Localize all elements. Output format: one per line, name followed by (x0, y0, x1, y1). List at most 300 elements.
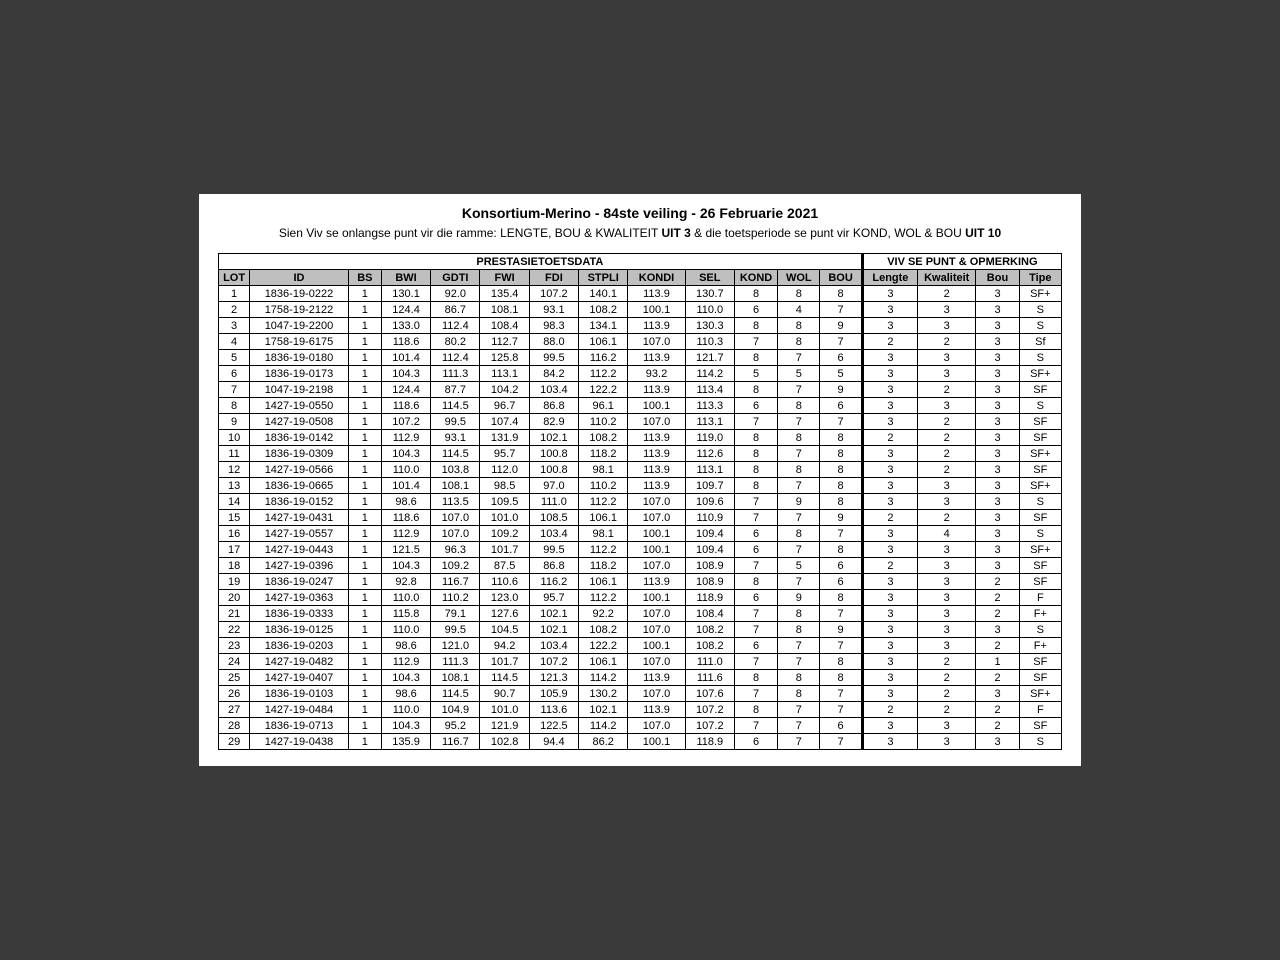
table-cell-kwaliteit: 3 (918, 590, 976, 606)
table-cell-id: 1427-19-0407 (250, 670, 349, 686)
table-cell-id: 1836-19-0309 (250, 446, 349, 462)
table-row (219, 334, 1062, 350)
table-cell-bwi: 104.3 (381, 446, 430, 462)
table-cell-stpli: 96.1 (579, 398, 628, 414)
table-cell-fwi: 107.4 (480, 414, 529, 430)
table-cell-lengte: 2 (862, 510, 917, 526)
table-cell-kond: 8 (734, 430, 777, 446)
table-row (219, 446, 1062, 462)
table-cell-gdti: 92.0 (431, 286, 480, 302)
table-cell-kondi: 107.0 (628, 510, 685, 526)
table-cell-stpli: 108.2 (579, 430, 628, 446)
table-cell-sel: 119.0 (685, 430, 734, 446)
table-cell-tipe: F (1019, 590, 1061, 606)
table-cell-sel: 110.9 (685, 510, 734, 526)
table-cell-kondi: 113.9 (628, 574, 685, 590)
table-cell-kond: 7 (734, 558, 777, 574)
table-cell-bou: 3 (976, 510, 1019, 526)
table-cell-bou: 3 (976, 526, 1019, 542)
table-cell-kond: 8 (734, 702, 777, 718)
table-cell-lengte: 3 (862, 606, 917, 622)
table-row (219, 542, 1062, 558)
table-cell-gdti: 86.7 (431, 302, 480, 318)
table-cell-kond: 8 (734, 382, 777, 398)
table-cell-bou: 3 (976, 430, 1019, 446)
table-cell-bs: 1 (348, 350, 381, 366)
table-cell-lot: 23 (219, 638, 250, 654)
table-cell-wol: 7 (778, 382, 820, 398)
table-cell-wol: 7 (778, 638, 820, 654)
table-row (219, 350, 1062, 366)
table-cell-bwi: 104.3 (381, 558, 430, 574)
table-cell-sel: 109.4 (685, 542, 734, 558)
table-cell-id: 1836-19-0247 (250, 574, 349, 590)
table-cell-fdi: 100.8 (529, 462, 578, 478)
table-cell-fdi: 95.7 (529, 590, 578, 606)
table-cell-id: 1047-19-2200 (250, 318, 349, 334)
table-row (219, 574, 1062, 590)
table-cell-lot: 28 (219, 718, 250, 734)
table-cell-sel: 110.3 (685, 334, 734, 350)
table-cell-id: 1427-19-0438 (250, 734, 349, 750)
table-cell-tipe: S (1019, 622, 1061, 638)
table-cell-id: 1047-19-2198 (250, 382, 349, 398)
table-cell-id: 1427-19-0508 (250, 414, 349, 430)
table-cell-sel: 109.7 (685, 478, 734, 494)
table-cell-kond: 7 (734, 334, 777, 350)
table-cell-lot: 27 (219, 702, 250, 718)
table-cell-sel: 108.2 (685, 638, 734, 654)
table-cell-kwaliteit: 3 (918, 734, 976, 750)
table-cell-bou: 1 (976, 654, 1019, 670)
table-cell-lengte: 3 (862, 286, 917, 302)
table-row (219, 286, 1062, 302)
table-cell-kond: 6 (734, 526, 777, 542)
table-cell-bwi: 118.6 (381, 510, 430, 526)
table-cell-lengte: 3 (862, 590, 917, 606)
table-cell-fdi: 107.2 (529, 286, 578, 302)
table-cell-tipe: Sf (1019, 334, 1061, 350)
table-cell-kwaliteit: 3 (918, 478, 976, 494)
table-cell-gdti: 104.9 (431, 702, 480, 718)
table-cell-gdti: 114.5 (431, 446, 480, 462)
table-row (219, 686, 1062, 702)
table-cell-stpli: 140.1 (579, 286, 628, 302)
table-cell-kond: 8 (734, 318, 777, 334)
table-cell-gdti: 108.1 (431, 670, 480, 686)
table-cell-lengte: 3 (862, 414, 917, 430)
table-cell-bou: 2 (976, 590, 1019, 606)
table-cell-kond: 8 (734, 350, 777, 366)
table-cell-kondi: 107.0 (628, 558, 685, 574)
table-cell-kondi: 107.0 (628, 622, 685, 638)
table-cell-kwaliteit: 2 (918, 414, 976, 430)
table-cell-lot: 4 (219, 334, 250, 350)
table-cell-sel: 110.0 (685, 302, 734, 318)
table-cell-tipe: SF (1019, 670, 1061, 686)
table-cell-sel: 118.9 (685, 590, 734, 606)
table-row (219, 606, 1062, 622)
table-cell-bwi: 124.4 (381, 382, 430, 398)
table-cell-stpli: 134.1 (579, 318, 628, 334)
table-cell-stpli: 122.2 (579, 382, 628, 398)
table-cell-id: 1427-19-0566 (250, 462, 349, 478)
table-cell-bou: 3 (976, 494, 1019, 510)
column-header-kondi: KONDI (628, 270, 685, 286)
table-cell-gdti: 109.2 (431, 558, 480, 574)
table-cell-kond: 6 (734, 302, 777, 318)
table-cell-bou: 3 (976, 734, 1019, 750)
table-cell-tipe: SF (1019, 654, 1061, 670)
table-cell-lengte: 3 (862, 574, 917, 590)
table-row (219, 734, 1062, 750)
table-cell-fdi: 97.0 (529, 478, 578, 494)
table-cell-lot: 1 (219, 286, 250, 302)
table-cell-bs: 1 (348, 574, 381, 590)
table-cell-gdti: 110.2 (431, 590, 480, 606)
table-cell-kond: 7 (734, 606, 777, 622)
table-cell-lengte: 2 (862, 430, 917, 446)
table-cell-lot: 9 (219, 414, 250, 430)
table-cell-gdti: 99.5 (431, 414, 480, 430)
table-cell-bou: 8 (820, 286, 862, 302)
table-cell-bs: 1 (348, 382, 381, 398)
table-cell-tipe: SF (1019, 414, 1061, 430)
page-title: Konsortium-Merino - 84ste veiling - 26 Februarie 2021 (461, 205, 819, 221)
table-cell-bwi: 133.0 (381, 318, 430, 334)
table-cell-bou: 6 (820, 350, 862, 366)
table-cell-bou: 3 (976, 286, 1019, 302)
table-cell-wol: 8 (778, 398, 820, 414)
table-cell-bou: 3 (976, 414, 1019, 430)
table-row (219, 462, 1062, 478)
table-cell-kwaliteit: 2 (918, 446, 976, 462)
table-cell-lot: 12 (219, 462, 250, 478)
table-cell-id: 1836-19-0203 (250, 638, 349, 654)
table-cell-gdti: 116.7 (431, 574, 480, 590)
table-cell-lengte: 3 (862, 638, 917, 654)
table-cell-kwaliteit: 2 (918, 430, 976, 446)
table-cell-lot: 21 (219, 606, 250, 622)
table-row (219, 494, 1062, 510)
table-cell-kondi: 107.0 (628, 718, 685, 734)
table-cell-bs: 1 (348, 430, 381, 446)
table-cell-stpli: 106.1 (579, 574, 628, 590)
table-cell-lot: 6 (219, 366, 250, 382)
table-cell-kondi: 113.9 (628, 318, 685, 334)
table-cell-fwi: 104.5 (480, 622, 529, 638)
table-cell-sel: 111.6 (685, 670, 734, 686)
table-cell-lot: 15 (219, 510, 250, 526)
table-cell-bou: 3 (976, 382, 1019, 398)
table-cell-bs: 1 (348, 686, 381, 702)
table-cell-wol: 8 (778, 286, 820, 302)
table-cell-bou: 7 (820, 334, 862, 350)
table-row (219, 478, 1062, 494)
table-cell-lengte: 3 (862, 366, 917, 382)
table-cell-bou: 9 (820, 382, 862, 398)
table-cell-sel: 112.6 (685, 446, 734, 462)
table-cell-kond: 8 (734, 574, 777, 590)
table-cell-wol: 7 (778, 734, 820, 750)
table-cell-kwaliteit: 2 (918, 654, 976, 670)
table-cell-fwi: 87.5 (480, 558, 529, 574)
table-cell-wol: 7 (778, 574, 820, 590)
table-cell-lengte: 3 (862, 542, 917, 558)
subtitle-bold-uit10: UIT 10 (965, 226, 1002, 240)
table-cell-lengte: 3 (862, 446, 917, 462)
table-cell-stpli: 106.1 (579, 334, 628, 350)
table-cell-kondi: 107.0 (628, 606, 685, 622)
table-cell-stpli: 130.2 (579, 686, 628, 702)
table-cell-stpli: 110.2 (579, 414, 628, 430)
table-cell-stpli: 108.2 (579, 622, 628, 638)
table-cell-bwi: 104.3 (381, 670, 430, 686)
table-cell-bou: 7 (820, 526, 862, 542)
table-cell-bwi: 112.9 (381, 526, 430, 542)
table-cell-tipe: S (1019, 398, 1061, 414)
table-cell-fwi: 109.2 (480, 526, 529, 542)
table-cell-bwi: 110.0 (381, 622, 430, 638)
table-cell-kond: 6 (734, 398, 777, 414)
table-cell-fwi: 131.9 (480, 430, 529, 446)
column-header-kond: KOND (734, 270, 777, 286)
table-cell-sel: 109.6 (685, 494, 734, 510)
table-cell-id: 1427-19-0443 (250, 542, 349, 558)
table-cell-bwi: 135.9 (381, 734, 430, 750)
table-cell-fdi: 82.9 (529, 414, 578, 430)
table-cell-lengte: 3 (862, 398, 917, 414)
table-cell-fdi: 86.8 (529, 558, 578, 574)
table-cell-lot: 18 (219, 558, 250, 574)
table-cell-tipe: SF+ (1019, 686, 1061, 702)
table-cell-kondi: 113.9 (628, 702, 685, 718)
table-cell-tipe: S (1019, 302, 1061, 318)
table-cell-tipe: S (1019, 734, 1061, 750)
table-cell-bs: 1 (348, 286, 381, 302)
table-cell-tipe: SF (1019, 510, 1061, 526)
table-row (219, 654, 1062, 670)
column-header-bou: BOU (820, 270, 862, 286)
table-cell-fwi: 95.7 (480, 446, 529, 462)
table-cell-fwi: 101.0 (480, 510, 529, 526)
table-cell-kwaliteit: 2 (918, 286, 976, 302)
table-cell-fwi: 101.0 (480, 702, 529, 718)
table-cell-id: 1836-19-0713 (250, 718, 349, 734)
table-cell-kwaliteit: 2 (918, 462, 976, 478)
table-cell-bou: 7 (820, 414, 862, 430)
table-cell-gdti: 99.5 (431, 622, 480, 638)
table-cell-bs: 1 (348, 606, 381, 622)
table-cell-kondi: 100.1 (628, 398, 685, 414)
table-cell-lot: 11 (219, 446, 250, 462)
table-cell-bou: 3 (976, 334, 1019, 350)
table-cell-wol: 9 (778, 494, 820, 510)
table-cell-lengte: 2 (862, 558, 917, 574)
table-cell-lot: 16 (219, 526, 250, 542)
table-cell-fwi: 113.1 (480, 366, 529, 382)
table-cell-kondi: 113.9 (628, 430, 685, 446)
table-cell-stpli: 86.2 (579, 734, 628, 750)
column-header-id: ID (250, 270, 349, 286)
table-cell-fwi: 108.4 (480, 318, 529, 334)
table-cell-tipe: SF (1019, 462, 1061, 478)
table-cell-bs: 1 (348, 718, 381, 734)
table-cell-sel: 108.9 (685, 574, 734, 590)
table-cell-stpli: 106.1 (579, 654, 628, 670)
table-cell-fwi: 125.8 (480, 350, 529, 366)
table-cell-bou: 7 (820, 638, 862, 654)
table-cell-kondi: 107.0 (628, 334, 685, 350)
table-cell-bs: 1 (348, 558, 381, 574)
table-cell-lengte: 2 (862, 334, 917, 350)
table-cell-bwi: 130.1 (381, 286, 430, 302)
table-cell-kondi: 100.1 (628, 638, 685, 654)
table-cell-wol: 7 (778, 446, 820, 462)
table-cell-bs: 1 (348, 702, 381, 718)
table-cell-stpli: 98.1 (579, 526, 628, 542)
table-cell-wol: 7 (778, 478, 820, 494)
table-cell-kond: 7 (734, 654, 777, 670)
column-header-bs: BS (348, 270, 381, 286)
table-cell-bou: 9 (820, 318, 862, 334)
table-cell-bou: 2 (976, 638, 1019, 654)
table-cell-bou: 3 (976, 622, 1019, 638)
table-cell-fdi: 103.4 (529, 382, 578, 398)
table-cell-lot: 7 (219, 382, 250, 398)
table-cell-kondi: 113.9 (628, 670, 685, 686)
table-cell-sel: 121.7 (685, 350, 734, 366)
table-cell-kondi: 107.0 (628, 686, 685, 702)
table-cell-kond: 6 (734, 590, 777, 606)
table-cell-fdi: 121.3 (529, 670, 578, 686)
table-cell-bou: 8 (820, 478, 862, 494)
table-cell-lengte: 3 (862, 654, 917, 670)
table-cell-gdti: 114.5 (431, 398, 480, 414)
table-cell-fwi: 112.0 (480, 462, 529, 478)
table-cell-kond: 8 (734, 462, 777, 478)
table-cell-fwi: 104.2 (480, 382, 529, 398)
table-cell-wol: 7 (778, 718, 820, 734)
table-cell-sel: 130.3 (685, 318, 734, 334)
table-cell-fdi: 100.8 (529, 446, 578, 462)
table-cell-lengte: 3 (862, 382, 917, 398)
table-cell-wol: 8 (778, 670, 820, 686)
table-cell-lot: 19 (219, 574, 250, 590)
column-header-bwi: BWI (381, 270, 430, 286)
table-cell-lot: 17 (219, 542, 250, 558)
table-cell-id: 1427-19-0557 (250, 526, 349, 542)
table-cell-fwi: 101.7 (480, 654, 529, 670)
table-row (219, 622, 1062, 638)
table-cell-bou: 3 (976, 462, 1019, 478)
table-cell-kwaliteit: 3 (918, 574, 976, 590)
document-page (199, 194, 1081, 766)
table-cell-sel: 108.9 (685, 558, 734, 574)
table-cell-fdi: 103.4 (529, 638, 578, 654)
table-cell-lengte: 3 (862, 350, 917, 366)
table-cell-id: 1836-19-0173 (250, 366, 349, 382)
table-cell-tipe: SF (1019, 574, 1061, 590)
table-cell-gdti: 79.1 (431, 606, 480, 622)
table-cell-bou: 7 (820, 606, 862, 622)
table-cell-stpli: 110.2 (579, 478, 628, 494)
table-cell-fdi: 99.5 (529, 542, 578, 558)
table-cell-stpli: 112.2 (579, 366, 628, 382)
table-cell-wol: 8 (778, 622, 820, 638)
table-cell-lot: 2 (219, 302, 250, 318)
table-cell-id: 1427-19-0550 (250, 398, 349, 414)
performance-table (218, 253, 1062, 750)
table-cell-wol: 5 (778, 366, 820, 382)
table-cell-fwi: 114.5 (480, 670, 529, 686)
table-cell-lengte: 3 (862, 686, 917, 702)
table-cell-bwi: 110.0 (381, 702, 430, 718)
table-cell-wol: 4 (778, 302, 820, 318)
table-row (219, 718, 1062, 734)
table-cell-stpli: 122.2 (579, 638, 628, 654)
table-cell-id: 1427-19-0484 (250, 702, 349, 718)
table-cell-wol: 7 (778, 654, 820, 670)
table-cell-sel: 111.0 (685, 654, 734, 670)
table-cell-bwi: 124.4 (381, 302, 430, 318)
table-cell-fwi: 123.0 (480, 590, 529, 606)
table-row (219, 430, 1062, 446)
column-header-row (219, 270, 1062, 286)
column-header-lot: LOT (219, 270, 250, 286)
table-cell-bou: 3 (976, 398, 1019, 414)
table-cell-gdti: 113.5 (431, 494, 480, 510)
table-cell-wol: 7 (778, 542, 820, 558)
table-cell-kondi: 113.9 (628, 462, 685, 478)
table-cell-stpli: 92.2 (579, 606, 628, 622)
column-header-stpli: STPLI (579, 270, 628, 286)
table-cell-lot: 14 (219, 494, 250, 510)
table-cell-bou: 8 (820, 542, 862, 558)
subtitle-text-1: Sien Viv se onlangse punt vir die ramme: LENGTE, BOU & KWALITEIT (278, 226, 662, 240)
table-cell-stpli: 112.2 (579, 494, 628, 510)
table-cell-lengte: 3 (862, 462, 917, 478)
table-cell-lengte: 3 (862, 670, 917, 686)
table-cell-fwi: 102.8 (480, 734, 529, 750)
table-cell-kond: 5 (734, 366, 777, 382)
table-cell-sel: 118.9 (685, 734, 734, 750)
table-cell-sel: 108.2 (685, 622, 734, 638)
group-header-prestasietoetsdata: PRESTASIETOETSDATA (219, 254, 863, 270)
table-cell-kwaliteit: 3 (918, 606, 976, 622)
table-cell-wol: 8 (778, 686, 820, 702)
table-row (219, 398, 1062, 414)
table-cell-bwi: 98.6 (381, 686, 430, 702)
table-cell-sel: 113.3 (685, 398, 734, 414)
table-cell-id: 1836-19-0142 (250, 430, 349, 446)
table-cell-kwaliteit: 2 (918, 670, 976, 686)
table-cell-wol: 7 (778, 510, 820, 526)
table-row (219, 318, 1062, 334)
table-cell-fwi: 98.5 (480, 478, 529, 494)
table-cell-fdi: 86.8 (529, 398, 578, 414)
table-cell-id: 1836-19-0125 (250, 622, 349, 638)
table-cell-wol: 8 (778, 318, 820, 334)
table-cell-bou: 3 (976, 302, 1019, 318)
table-cell-bs: 1 (348, 734, 381, 750)
table-cell-bou: 6 (820, 558, 862, 574)
table-cell-fdi: 99.5 (529, 350, 578, 366)
table-cell-id: 1836-19-0333 (250, 606, 349, 622)
table-cell-fdi: 103.4 (529, 526, 578, 542)
table-cell-kond: 8 (734, 286, 777, 302)
table-cell-lot: 3 (219, 318, 250, 334)
